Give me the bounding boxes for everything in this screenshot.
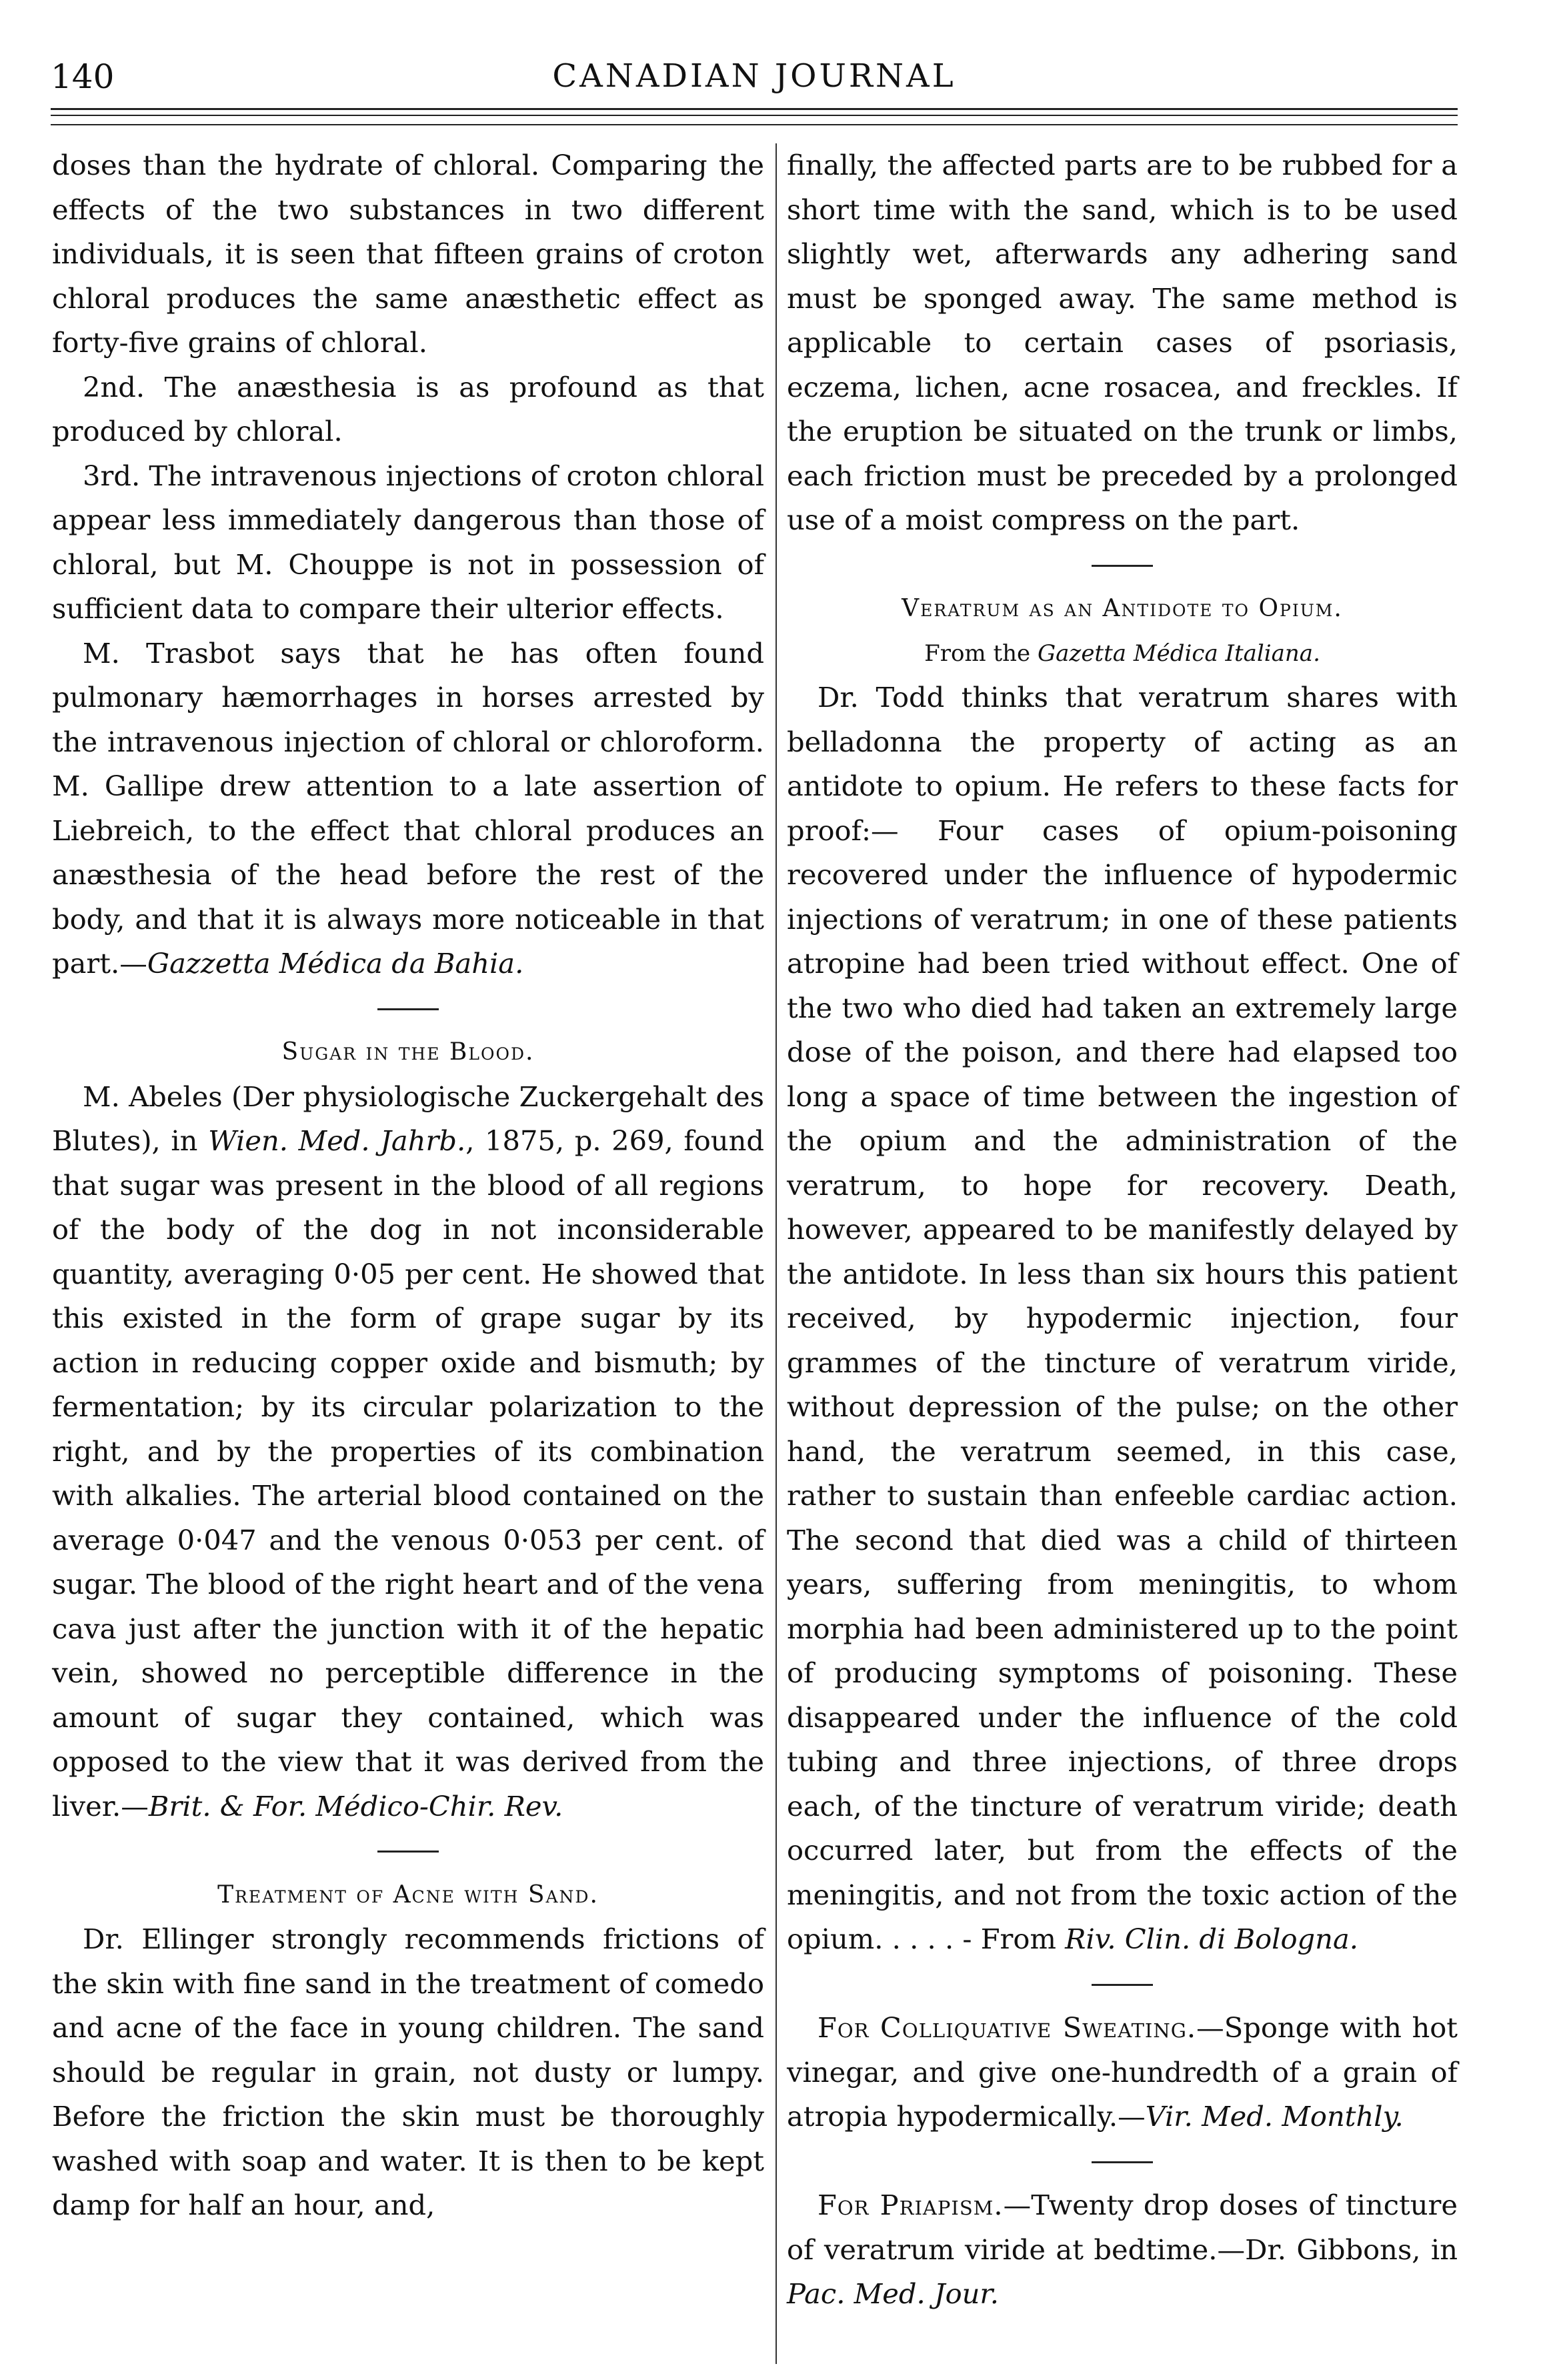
finding-2: 2nd. The anæsthesia is as profound as that produced by chloral. — [52, 370, 764, 447]
section-divider — [787, 543, 1458, 587]
priapism-label: For Priapism. — [818, 2189, 1004, 2221]
veratrum-source: Gazetta Médica Italiana. — [1037, 640, 1320, 667]
priapism-source: Pac. Med. Jour. — [787, 2277, 999, 2310]
sugar-paragraph — [52, 1075, 764, 1829]
section-divider — [787, 1962, 1458, 2007]
running-head — [51, 57, 1458, 104]
sweating-paragraph — [787, 2006, 1458, 2139]
sugar-citation: Wien. Med. Jahrb. — [208, 1124, 466, 1157]
sugar-section-title: Sugar in the Blood. — [281, 1038, 535, 1066]
header-rule-bottom — [51, 124, 1458, 125]
trasbot-source: Gazzetta Médica da Bahia. — [147, 947, 524, 980]
sugar-text-b: , 1875, p. 269, found that sugar was present in the blood of all regions of the body of the dog in not inconsiderable quantity, averaging 0·05 per cent. He showed that this existed in the form of grape sugar by its action in reducing copper oxide and bismuth; by fermentation; by its circular polarization to the right, and by the properties of its combination with alkalies. The arterial blood contained on the average 0·047 and the venous 0·053 per cent. of sugar. The blood of the right heart and of the vena cava just after the junction with it of the hepatic vein, showed no perceptible difference in the amount of sugar they contained, which was opposed to the view that it was derived from the liver.— — [52, 1124, 764, 1823]
sugar-source: Brit. & For. Médico-Chir. Rev. — [148, 1789, 563, 1823]
veratrum-source-line — [787, 632, 1458, 676]
veratrum-paragraph — [787, 676, 1458, 1962]
column-divider — [776, 143, 777, 2364]
acne-continued-paragraph: finally, the affected parts are to be rubbed for a short time with the sand, which is to be used slightly wet, afterwards any adhering sand must be sponged away. The same method is applicable to certain cases of psoriasis, eczema, lichen, acne rosacea, and freckles. If the eruption be situated on the trunk or limbs, each friction must be preceded by a prolonged use of a moist compress on the part. — [787, 149, 1458, 536]
veratrum-section-title: Veratrum as an Antidote to Opium. — [902, 595, 1343, 622]
acne-section-title: Treatment of Acne with Sand. — [217, 1881, 599, 1909]
journal-title: CANADIAN JOURNAL — [552, 57, 956, 95]
page-number: 140 — [51, 57, 115, 96]
priapism-paragraph — [787, 2183, 1458, 2317]
header-rule-middle — [51, 115, 1458, 116]
trasbot-text: M. Trasbot says that he has often found pulmonary hæmorrhages in horses arrested by the intravenous injection of chloral or chloroform. M. Gallipe drew attention to a late assertion of Liebreich, to the effect that chloral produces an anæsthesia of the head before the rest of the body, and that it is always more noticeable in that part.— — [52, 636, 764, 980]
section-divider — [52, 986, 764, 1031]
trasbot-paragraph — [52, 632, 764, 986]
acne-paragraph: Dr. Ellinger strongly recommends frictions of the skin with fine sand in the treatment of comedo and acne of the face in young children. The sand should be regular in grain, not dusty or lumpy. Before the friction the skin must be thoroughly washed with soap and water. It is then to be kept damp for half an hour, and, — [52, 1923, 764, 2221]
sweating-text: —Sponge with hot vinegar, and give one-hundredth of a grain of atropia hypodermically.— — [787, 2011, 1458, 2133]
section-divider — [52, 1829, 764, 1873]
sweating-label: For Colliquative Sweating. — [818, 2011, 1197, 2044]
left-column — [52, 143, 764, 2228]
veratrum-text: Dr. Todd thinks that veratrum shares with belladonna the property of acting as an antidote to opium. He refers to these facts for proof:— Four cases of opium-poisoning recovered under the influence of hypodermic injections of veratrum; in one of these patients atropine had been tried without effect. One of the two who died had taken an extremely large dose of the poison, and there had elapsed too long a space of time between the ingestion of the opium and the administration of the veratrum, to hope for recovery. Death, however, appeared to be manifestly delayed by the antidote. In less than six hours this patient received, by hypodermic injection, four grammes of the tincture of veratrum viride, without depression of the pulse; on the other hand, the veratrum seemed, in this case, rather to sustain than enfeeble cardiac action. The second that died was a child of thirteen years, suffering from meningitis, to whom morphia had been administered up to the point of producing symptoms of poisoning. These disappeared under the influence of the cold tubing and three injections, of three drops each, of the tincture of veratrum viride; death occurred later, but from the effects of the meningitis, and not from the toxic action of the opium. . . . . - From — [787, 681, 1458, 1955]
sugar-text-a: M. Abeles (Der physiologische Zuckergehalt des Blutes), in — [52, 1080, 764, 1157]
veratrum-from: From the — [924, 640, 1038, 667]
priapism-text: —Twenty drop doses of tincture of veratrum viride at bedtime.—Dr. Gibbons, in — [787, 2189, 1458, 2266]
right-column — [787, 143, 1458, 2317]
sweating-source: Vir. Med. Monthly. — [1145, 2100, 1404, 2133]
continued-paragraph: doses than the hydrate of chloral. Comparing the effects of the two substances in two different individuals, it is seen that fifteen grains of croton chloral produces the same anæsthetic effect as forty-five grains of chloral. — [52, 149, 764, 359]
section-divider — [787, 2139, 1458, 2184]
header-rule-top — [51, 108, 1458, 110]
veratrum-citation: Riv. Clin. di Bologna. — [1065, 1923, 1358, 1955]
finding-3: 3rd. The intravenous injections of croton chloral appear less immediately dangerous than those of chloral, but M. Chouppe is not in possession of sufficient data to compare their ulterior effects. — [52, 459, 764, 625]
